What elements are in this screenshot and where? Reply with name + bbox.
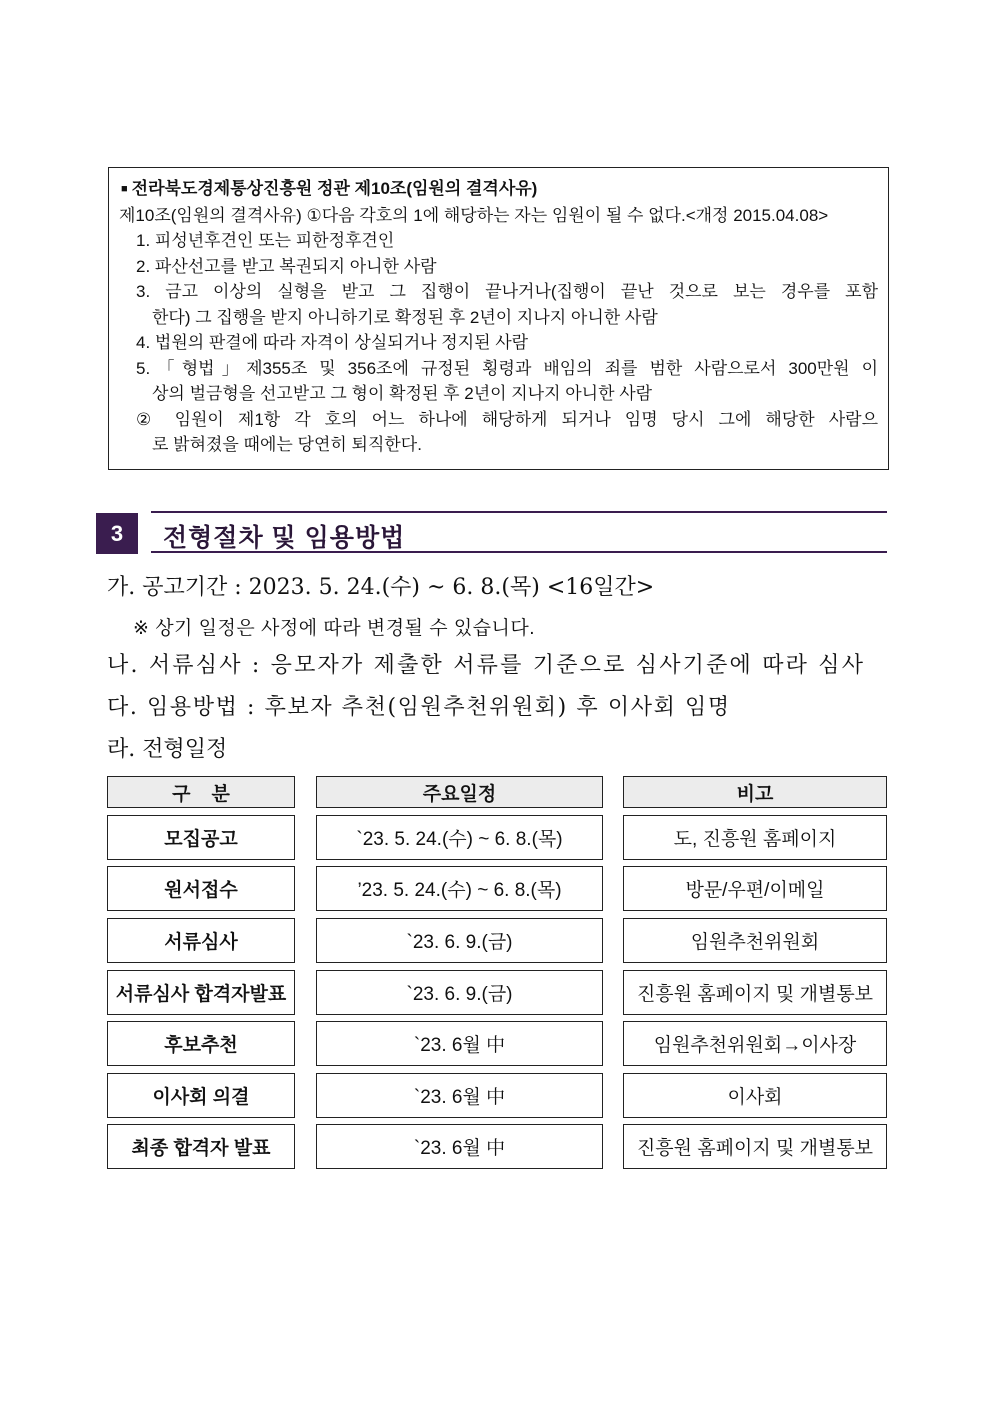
cell-text: 임원추천위원회→이사장: [653, 1035, 857, 1056]
table-row-category: [107, 1021, 295, 1066]
table-header-schedule: [316, 776, 603, 808]
statute-item-3-cont: 한다) 그 집행을 받지 아니하기로 확정된 후 2년이 지나지 아니한 사람: [152, 307, 658, 327]
cell-text: 임원추천위원회: [690, 932, 820, 953]
table-row-remark: [623, 1124, 887, 1169]
statute-item-5: 5.「형법」제355조 및 356조에 규정된 횡령과 배임의 죄를 범한 사람으로서 300만원 이: [136, 358, 878, 378]
table-header-remarks: [623, 776, 887, 808]
statute-item-3: 3. 금고 이상의 실형을 받고 그 집행이 끝나거나(집행이 끝난 것으로 보는 경우를 포함: [136, 282, 878, 301]
cell-text: `23. 6월 中: [413, 1087, 506, 1108]
cell-text: `23. 6월 中: [413, 1035, 506, 1056]
cell-text: 진흥원 홈페이지 및 개별통보: [636, 984, 874, 1005]
table-row-remark: [623, 866, 887, 911]
cell-text: `23. 6. 9.(금): [406, 984, 513, 1005]
table-row-category: [107, 918, 295, 963]
statute-box: [108, 167, 889, 470]
table-row-date: [316, 1021, 603, 1066]
table-row-date: [316, 918, 603, 963]
appointment-method: 다. 임용방법 : 후보자 추천(임원추천위원회) 후 이사회 임명: [107, 695, 731, 720]
cell-text: 이사회: [727, 1087, 783, 1108]
section-header: [96, 511, 887, 555]
cell-text: `23. 5. 24.(수) ~ 6. 8.(목): [356, 829, 563, 850]
table-row-date: [316, 1073, 603, 1118]
selection-schedule-heading: 라. 전형일정: [107, 737, 228, 762]
statute-paragraph-2: ② 임원이 제1항 각 호의 어느 하나에 해당하게 되거나 임명 당시 그에 해당한 사람으: [136, 409, 878, 429]
cell-text: 최종 합격자 발표: [131, 1138, 271, 1159]
cell-text: `23. 6월 中: [413, 1138, 506, 1159]
statute-item-2: 2. 파산선고를 받고 복권되지 아니한 사람: [136, 256, 437, 276]
cell-text: 진흥원 홈페이지 및 개별통보: [636, 1138, 874, 1159]
table-row-date: [316, 815, 603, 860]
cell-text: 원서접수: [164, 880, 238, 901]
statute-intro: 제10조(임원의 결격사유) ①다음 각호의 1에 해당하는 자는 임원이 될 수 없다.<개정 2015.04.08>: [119, 205, 829, 225]
cell-text: 서류심사 합격자발표: [115, 984, 287, 1005]
document-screening: 나. 서류심사 : 응모자가 제출한 서류를 기준으로 심사기준에 따라 심사: [107, 653, 866, 678]
cell-text: 방문/우편/이메일: [685, 880, 825, 901]
table-row-remark: [623, 918, 887, 963]
table-row-date: [316, 866, 603, 911]
header-text: 구 분: [172, 783, 230, 805]
table-row-remark: [623, 815, 887, 860]
square-bullet-icon: ■: [121, 183, 128, 195]
table-row-category: [107, 970, 295, 1015]
statute-paragraph-2-cont: 로 밝혀졌을 때에는 당연히 퇴직한다.: [152, 435, 422, 454]
table-header-category: [107, 776, 295, 808]
header-text: 주요일정: [422, 783, 497, 805]
statute-item-5-cont: 상의 벌금형을 선고받고 그 형이 확정된 후 2년이 지나지 아니한 사람: [152, 384, 653, 403]
cell-text: 후보추천: [164, 1035, 238, 1056]
statute-item-4: 4. 법원의 판결에 따라 자격이 상실되거나 정지된 사람: [136, 333, 529, 352]
cell-text: 모집공고: [164, 829, 238, 850]
schedule-change-note: ※ 상기 일정은 사정에 따라 변경될 수 있습니다.: [133, 618, 536, 639]
statute-item-1: 1. 피성년후견인 또는 피한정후견인: [136, 231, 395, 250]
table-row-date: [316, 970, 603, 1015]
cell-text: ’23. 5. 24.(수) ~ 6. 8.(목): [357, 880, 562, 901]
table-row-category: [107, 1073, 295, 1118]
section-title-bar: [151, 511, 887, 553]
statute-title-text: 전라북도경제통상진흥원 정관 제10조(임원의 결격사유): [131, 179, 538, 198]
cell-text: 도, 진흥원 홈페이지: [673, 829, 837, 850]
statute-title: [119, 176, 878, 203]
cell-text: 이사회 의결: [152, 1087, 250, 1108]
cell-text: 서류심사: [164, 932, 238, 953]
table-row-remark: [623, 1021, 887, 1066]
section-number: 3: [96, 513, 138, 554]
table-row-date: [316, 1124, 603, 1169]
announcement-period: 가. 공고기간 : 2023. 5. 24.(수) ~ 6. 8.(목) <16일간>: [107, 575, 655, 600]
table-row-remark: [623, 1073, 887, 1118]
cell-text: `23. 6. 9.(금): [406, 932, 513, 953]
header-text: 비고: [736, 783, 774, 805]
table-row-category: [107, 1124, 295, 1169]
section-title: 전형절차 및 임용방법: [163, 524, 406, 552]
table-row-category: [107, 866, 295, 911]
table-row-category: [107, 815, 295, 860]
table-row-remark: [623, 970, 887, 1015]
